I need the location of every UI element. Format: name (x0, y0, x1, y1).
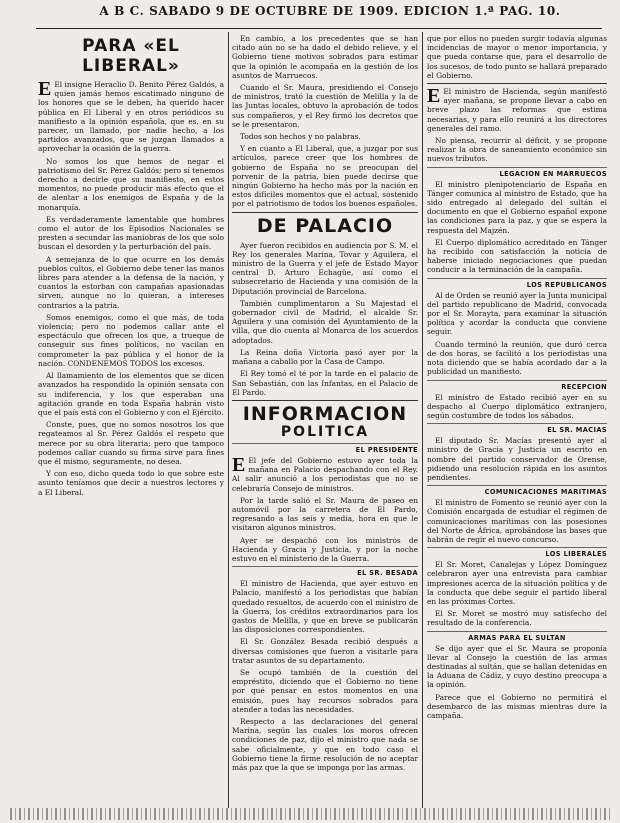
article-paragraph: E El ministro de Hacienda, según manifestó ayer mañana, se propone llevar a cabo en breve plazo las reformas que estima necesarias, y para ello reunirá a los directores generales del ramo. (427, 85, 607, 133)
article-paragraph: El ministro de Fomento se reunió ayer con la Comisión encargada de estudiar el régimen de comunicaciones marítimas con las posesiones del Norte de África, aprobándose las bases que habrán de regir el nuevo concurso. (427, 498, 607, 544)
article-paragraph: El ministro de Estado recibió ayer en su despacho al Cuerpo diplomático extranjero, según costumbre de todos los sábados. (427, 392, 607, 420)
subhead-besada: EL SR. BESADA (232, 566, 418, 577)
article-paragraph: El Sr. Moret, Canalejas y López Domínguez celebraron ayer una entrevista para cambiar impresiones acerca de la situación política y de la conducta que debe seguir el partido liberal en las próximas Cortes. (427, 560, 607, 606)
article-paragraph: La Reina doña Victoria pasó ayer por la mañana a caballo por la Casa de Campo. (232, 347, 418, 367)
subhead-presidente: EL PRESIDENTE (232, 443, 418, 454)
subhead-republicanos: LOS REPUBLICANOS (427, 278, 607, 289)
article-paragraph: Ayer fueron recibidos en audiencia por S. M. el Rey los generales Marina, Tovar y Aguilera, el ministro de la Guerra y el jefe de Estado Mayor central D. Arturo Echagüe, así como el subsecretario de Hacienda y una comisión de la Diputación provincial de Barcelona. (232, 240, 418, 296)
subhead-comunicaciones: COMUNICACIONES MARITIMAS (427, 485, 607, 496)
section-rule (427, 83, 607, 84)
article-paragraph: El Rey tomó el té por la tarde en el palacio de San Sebastián, con las Infantas, en el Palacio de El Pardo. (232, 369, 418, 397)
section-title-palacio: DE PALACIO (232, 212, 418, 237)
article-paragraph: A semejanza de lo que ocurre en los demás pueblos cultos, el Gobierno debe tener las manos libres para atender a la defensa de la nación, y cuantos la estorban con campañas apasionadas sirven, aunque no lo quieran, a intereses contrarios a la patria. (38, 254, 224, 310)
article-paragraph: Somos enemigos, como el que más, de toda violencia; pero no podemos callar ante el espectáculo que ofrecen los que, a trueque de conseguir sus fines políticos, no vacilan en comprometer la paz pública y el honor de la nación. CONDENEMOS TODOS los excesos. (38, 312, 224, 368)
subhead-macias: EL SR. MACIAS (427, 423, 607, 434)
article-paragraph: También cumplimentaron a Su Majestad el gobernador civil de Madrid, el alcalde Sr. Aguilera y una comisión del Ayuntamiento de la villa, que dio cuenta al Monarca de los acuerdos adoptados. (232, 298, 418, 345)
drop-cap: E (427, 85, 441, 108)
section-subtitle-politica: POLITICA (280, 423, 370, 440)
article-paragraph: El Sr. González Besada recibió después a diversas comisiones que fueron a visitarle para tratar asuntos de su departamento. (232, 637, 418, 665)
article-paragraph: E El jefe del Gobierno estuvo ayer toda la mañana en Palacio despachando con el Rey. Al salir anunció a los periodistas que no se celebraría Consejo de ministros. (232, 453, 418, 493)
article-paragraph: Respecto a las declaraciones del general Marina, según las cuales los moros ofrecen condiciones de paz, dijo el ministro que nada se sabe oficialmente, y que en todo caso el Gobierno tiene la firme resolución de no aceptar más paz que la que se imponga por las armas. (232, 716, 418, 772)
section-rule (232, 400, 418, 401)
subhead-recepcion: RECEPCION (427, 380, 607, 391)
article-paragraph: que por ellos no pueden surgir todavía algunas incidencias de mayor o menor importancia, y que pueda contarse que, para el desarrollo de los sucesos, de todo punto se hallará preparado el Gobierno. (427, 34, 607, 80)
article-paragraph: Cuando el Sr. Maura, presidiendo el Consejo de ministros, trató la cuestión de Melilla y la de las Juntas locales, obtuvo la aprobación de todos sus compañeros, y el Rey firmó los decretos que se le presentaron. (232, 83, 418, 129)
article-paragraph: El ministro de Hacienda, que ayer estuvo en Palacio, manifestó a los periodistas que habían quedado resueltos, de acuerdo con el ministro de la Guerra, los créditos extraordinarios para los gastos de Melilla, y que en breve se publicarán las disposiciones correspondientes. (232, 579, 418, 635)
subhead-armas: ARMAS PARA EL SULTAN (427, 631, 607, 642)
article-title-liberal: PARA «EL LIBERAL» (82, 36, 180, 76)
article-paragraph: Parece que el Gobierno no permitirá el desembarco de las mismas mientras dure la campaña. (427, 692, 607, 720)
article-paragraph: Ayer se despachó con los ministros de Hacienda y Gracia y Justicia, y por la noche estuvo en el ministerio de la Guerra. (232, 535, 418, 563)
article-paragraph: Por la tarde salió el Sr. Maura de paseo en automóvil por la carretera de El Pardo, regresando a las seis y media, hora en que le visitaron algunos ministros. (232, 495, 418, 533)
article-paragraph: No somos los que hemos de negar el patriotismo del Sr. Pérez Galdós; pero sí tenemos derecho a decirle que su manifiesto, en estos momentos, no puede producir más efecto que el de alentar a los enemigos de España y de la monarquía. (38, 156, 224, 212)
article-paragraph: No piensa, recurrir al déficit, y se propone realizar la obra de saneamiento económico sin nuevos tributos. (427, 136, 607, 164)
article-paragraph: El diputado Sr. Macías presentó ayer al ministro de Gracia y Justicia un escrito en nombre del partido conservador de Orense, pidiendo una resolución rápida en los asuntos pendientes. (427, 436, 607, 482)
section-title-informacion: INFORMACION (242, 402, 408, 425)
article-paragraph: Y en cuanto a El Liberal, que, a juzgar por sus artículos, parece creer que los hombres de gobierno de España no se preocupan del porvenir de la patria, bien puede decirse que ningún Gobierno ha hecho más por la nación en estos difíciles momentos que el actual, sostenido por el patriotismo de todos los buenos españoles. (232, 144, 418, 209)
article-paragraph: Al llamamiento de los elementos que se dicen avanzados ha respondido la opinión sensata con su indiferencia, y los que esperaban una agitación grande en toda España habrán visto que el país está con el Gobierno y con el Ejército. (38, 371, 224, 417)
article-paragraph: El ministro plenipotenciario de España en Tánger comunica al ministro de Estado, que ha sido entregado al delegado del sultán el documento en que el Gobierno español expone las condiciones para la paz, y que se espera la respuesta del Majzén. (427, 179, 607, 235)
column-3 (427, 34, 607, 804)
subhead-legacion: LEGACION EN MARRUECOS (427, 167, 607, 178)
article-paragraph: El Sr. Moret se mostró muy satisfecho del resultado de la conferencia. (427, 609, 607, 628)
column-1 (38, 34, 224, 804)
column-divider (422, 32, 423, 808)
column-2 (232, 34, 418, 804)
article-paragraph: Todos son hechos y no palabras. (240, 132, 361, 142)
article-paragraph: Al de Orden se reunió ayer la Junta municipal del partido republicano de Madrid, convocada por el Sr. Morayta, para examinar la situación política y acordar la conducta que conviene seguir. (427, 290, 607, 337)
column-divider (228, 32, 229, 808)
drop-cap: E (38, 78, 52, 100)
article-paragraph: Cuando terminó la reunión, que duró cerca de dos horas, se facilitó a los periodistas una nota diciendo que se había acordado dar a la publicidad un manifiesto. (427, 339, 607, 377)
article-paragraph: Se ocupó también de la cuestión del empréstito, diciendo que el Gobierno no tiene por qué pensar en estos momentos en una emisión, pues hay recursos sobrados para atender a todas las necesidades. (232, 667, 418, 714)
drop-cap: E (232, 453, 246, 476)
article-paragraph: Conste, pues, que no somos nosotros los que regateamos al Sr. Pérez Galdós el respeto que merece por su obra literaria; pero que tampoco podemos callar cuando su firma sirve para fines que él mismo, seguramente, no desea. (38, 420, 224, 466)
article-paragraph: En cambio, a los precedentes que se han citado aún no se ha dado el debido relieve, y el Gobierno tiene motivos sobrados para estimar que la opinión le acompaña en la gestión de los asuntos de Marruecos. (232, 34, 418, 80)
article-paragraph: E El insigne Heraclio D. Benito Pérez Galdós, a quien jamás hemos escatimado ninguno de los honores que se le deben, ha querido hacer pública en El Liberal y en otros periódicos su manifiesto a la opinión española, que es, en su parecer, un llamado, por nadie hecho, a los partidos avanzados, que se juzgan llamados a aprovechar la ocasión de la guerra. (38, 78, 224, 154)
header-text: A B C. SABADO 9 DE OCTUBRE DE 1909. EDICION 1.ª PAG. 10. (99, 4, 561, 18)
article-paragraph: Se dijo ayer que el Sr. Maura se proponía llevar al Consejo la cuestión de las armas destinadas al sultán, que se hallan detenidas en la Aduana de Cádiz, y cuyo destino preocupa a la opinión. (427, 643, 607, 690)
page-header (60, 4, 600, 26)
subhead-liberales: LOS LIBERALES (427, 547, 607, 558)
article-paragraph: Y con eso, dicho queda todo lo que sobre este asunto teníamos que decir a nuestros lectores y a El Liberal. (38, 469, 224, 497)
article-paragraph: Es verdaderamente lamentable que hombres como el autor de los Episodios Nacionales se presten a secundar las maniobras de los que solo buscan el desorden y la perturbación del país. (38, 214, 224, 252)
scan-edge-band (10, 808, 610, 820)
article-paragraph: El Cuerpo diplomático acreditado en Tánger ha recibido con satisfacción la noticia de haberse iniciado negociaciones que puedan conducir a la terminación de la campaña. (427, 237, 607, 275)
header-rule (36, 28, 602, 29)
